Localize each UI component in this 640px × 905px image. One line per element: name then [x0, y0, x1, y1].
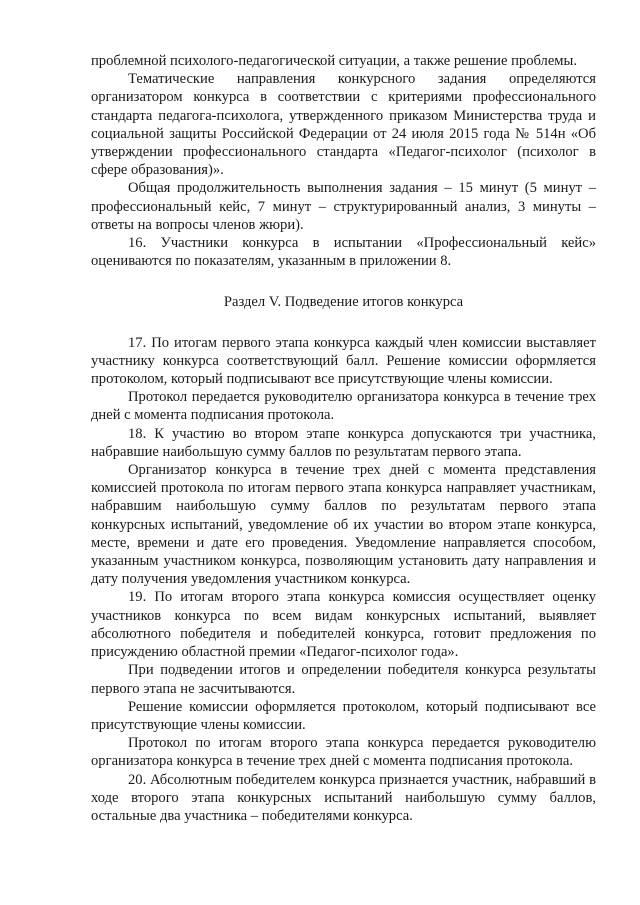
paragraph-item-17: 17. По итогам первого этапа конкурса каждый член комиссии выставляет участнику конкурса соответствующий балл. Решение комиссии оформляется протоколом, который подписывают все присутствующие члены комиссии.	[91, 334, 596, 388]
paragraph-task-duration: Общая продолжительность выполнения задания – 15 минут (5 минут – профессиональный кейс, 7 минут – структурированный анализ, 3 минуты – ответы на вопросы членов жюри).	[91, 180, 596, 233]
paragraph-continuation: проблемной психолого-педагогической ситуации, а также решение проблемы.	[91, 53, 577, 69]
paragraph-first-stage-results: При подведении итогов и определении победителя конкурса результаты первого этапа не засчитываются.	[91, 662, 596, 697]
paragraph-item-20: 20. Абсолютным победителем конкурса признается участник, набравший в ходе второго этапа конкурсных испытаний наибольшую сумму баллов, остальные два участника – победителями конкурса.	[91, 771, 596, 824]
paragraph-item-19: 19. По итогам второго этапа конкурса комиссия осуществляет оценку участников конкурса по всем видам конкурсных испытаний, выявляет абсолютного победителя и победителей конкурса, готовит предложения по присуждению областной премии «Педагог-психолог года».	[91, 589, 596, 661]
paragraph-thematic-directions: Тематические направления конкурсного задания определяются организатором конкурса в соответствии с критериями профессионального стандарта педагога-психолога, утвержденного приказом Министерства труда и социальной защиты Российской Федерации от 24 июля 2015 года № 514н «Об утверждении профессионального стандарта «Педагог-психолог (психолог в сфере образования)».	[91, 71, 596, 179]
paragraph-second-stage-protocol: Протокол по итогам второго этапа конкурса передается руководителю организатора конкурса в течение трех дней с момента подписания протокола.	[91, 735, 596, 770]
paragraph-item-16: 16. Участники конкурса в испытании «Профессиональный кейс» оцениваются по показателям, указанным в приложении 8.	[91, 235, 596, 270]
paragraph-item-18: 18. К участию во втором этапе конкурса допускаются три участника, набравшие наибольшую сумму баллов по результатам первого этапа.	[91, 425, 596, 460]
section-heading: Раздел V. Подведение итогов конкурса	[223, 294, 464, 311]
paragraph-protocol-transfer: Протокол передается руководителю организатора конкурса в течение трех дней с момента подписания протокола.	[91, 389, 596, 424]
document-page	[91, 52, 596, 825]
paragraph-notification: Организатор конкурса в течение трех дней с момента представления комиссией протокола по итогам первого этапа конкурса направляет участникам, набравшим наибольшую сумму баллов по результатам первого этапа конкурсных испытаний, уведомление об их участии во втором этапе конкурса, месте, времени и дате его проведения. Уведомление направляется способом, указанным участником конкурса, позволяющим установить дату направления и дату получения уведомления участником конкурса.	[91, 462, 596, 588]
paragraph-commission-decision: Решение комиссии оформляется протоколом, который подписывают все присутствующие члены комиссии.	[91, 698, 596, 733]
